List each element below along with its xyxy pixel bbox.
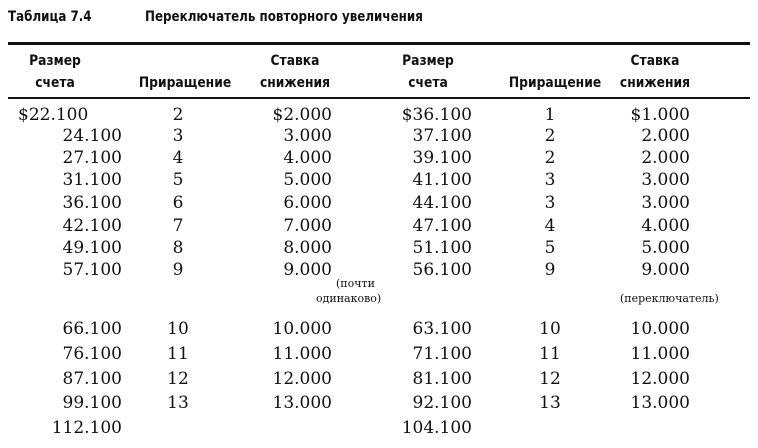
cell-reduction-rate: 10.000 [272,319,332,339]
header-increment-2: Приращение [508,75,602,91]
cell-increment-2: 4 [544,216,556,236]
cell-account-size-2: 44.100 [412,193,472,213]
cell-account-size-2: 39.100 [412,148,472,168]
cell-increment: 11 [167,344,189,364]
cell-account-size: 27.100 [62,148,122,168]
cell-reduction-rate: $2.000 [272,105,332,125]
cell-increment-2: 1 [544,105,556,125]
cell-increment: 12 [167,369,189,389]
cell-account-size-2: 56.100 [412,260,472,280]
cell-account-size-2: 81.100 [412,369,472,389]
cell-account-size-2: 41.100 [412,170,472,190]
cell-reduction-rate: 11.000 [272,344,332,364]
cell-account-size-2: 51.100 [412,238,472,258]
cell-increment-2: 3 [544,193,556,213]
header-rule [8,97,750,99]
cell-reduction-rate: 12.000 [272,369,332,389]
cell-reduction-rate-2: 11.000 [630,344,690,364]
cell-increment-2: 13 [539,393,561,413]
cell-increment-2: 9 [544,260,556,280]
cell-account-size: 87.100 [62,369,122,389]
cell-account-size: 31.100 [62,170,122,190]
cell-account-size: 42.100 [62,216,122,236]
header-account-size: Размер счета [29,53,81,91]
cell-account-size: 66.100 [62,319,122,339]
top-rule [8,42,750,45]
table-number: Таблица 7.4 [8,9,92,25]
cell-reduction-rate: 3.000 [283,126,332,146]
cell-increment: 8 [172,238,184,258]
cell-reduction-rate-2: 2.000 [641,148,690,168]
cell-reduction-rate-2: 12.000 [630,369,690,389]
cell-increment: 9 [172,260,184,280]
cell-increment: 6 [172,193,184,213]
note-switch: (переключатель) [620,292,719,305]
cell-account-size: 112.100 [51,418,122,438]
cell-reduction-rate-2: 5.000 [641,238,690,258]
cell-increment-2: 12 [539,369,561,389]
cell-reduction-rate-2: 10.000 [630,319,690,339]
cell-account-size-2: $36.100 [401,105,472,125]
cell-account-size-2: 92.100 [412,393,472,413]
cell-reduction-rate-2: 9.000 [641,260,690,280]
cell-reduction-rate: 5.000 [283,170,332,190]
cell-account-size: 24.100 [62,126,122,146]
cell-account-size-2: 63.100 [412,319,472,339]
cell-reduction-rate: 13.000 [272,393,332,413]
cell-reduction-rate: 9.000 [283,260,332,280]
cell-increment: 2 [172,105,184,125]
table-caption: Переключатель повторного увеличения [145,9,423,25]
header-reduction-rate-2: Ставка снижения [619,53,691,91]
cell-account-size-2: 71.100 [412,344,472,364]
cell-increment-2: 10 [539,319,561,339]
cell-account-size: 49.100 [62,238,122,258]
cell-reduction-rate: 6.000 [283,193,332,213]
header-reduction-rate: Ставка снижения [259,53,331,91]
cell-increment: 13 [167,393,189,413]
cell-increment-2: 3 [544,170,556,190]
cell-increment: 4 [172,148,184,168]
cell-increment: 5 [172,170,184,190]
cell-account-size: $22.100 [18,105,89,125]
cell-increment: 10 [167,319,189,339]
cell-reduction-rate-2: 2.000 [641,126,690,146]
cell-reduction-rate-2: 4.000 [641,216,690,236]
cell-account-size-2: 47.100 [412,216,472,236]
note-almost-same-1: (почти [336,277,375,290]
cell-account-size-2: 37.100 [412,126,472,146]
header-increment: Приращение [138,75,232,91]
cell-reduction-rate-2: 3.000 [641,170,690,190]
cell-increment-2: 2 [544,126,556,146]
cell-account-size: 76.100 [62,344,122,364]
cell-account-size: 36.100 [62,193,122,213]
header-account-size-2: Размер счета [402,53,454,91]
cell-increment-2: 2 [544,148,556,168]
cell-account-size-2: 104.100 [401,418,472,438]
cell-increment-2: 5 [544,238,556,258]
cell-increment-2: 11 [539,344,561,364]
cell-reduction-rate: 4.000 [283,148,332,168]
cell-increment: 7 [172,216,184,236]
cell-reduction-rate-2: $1.000 [630,105,690,125]
cell-account-size: 99.100 [62,393,122,413]
note-almost-same-2: одинаково) [316,292,382,305]
cell-reduction-rate: 8.000 [283,238,332,258]
cell-increment: 3 [172,126,184,146]
cell-reduction-rate: 7.000 [283,216,332,236]
cell-reduction-rate-2: 13.000 [630,393,690,413]
cell-account-size: 57.100 [62,260,122,280]
cell-reduction-rate-2: 3.000 [641,193,690,213]
